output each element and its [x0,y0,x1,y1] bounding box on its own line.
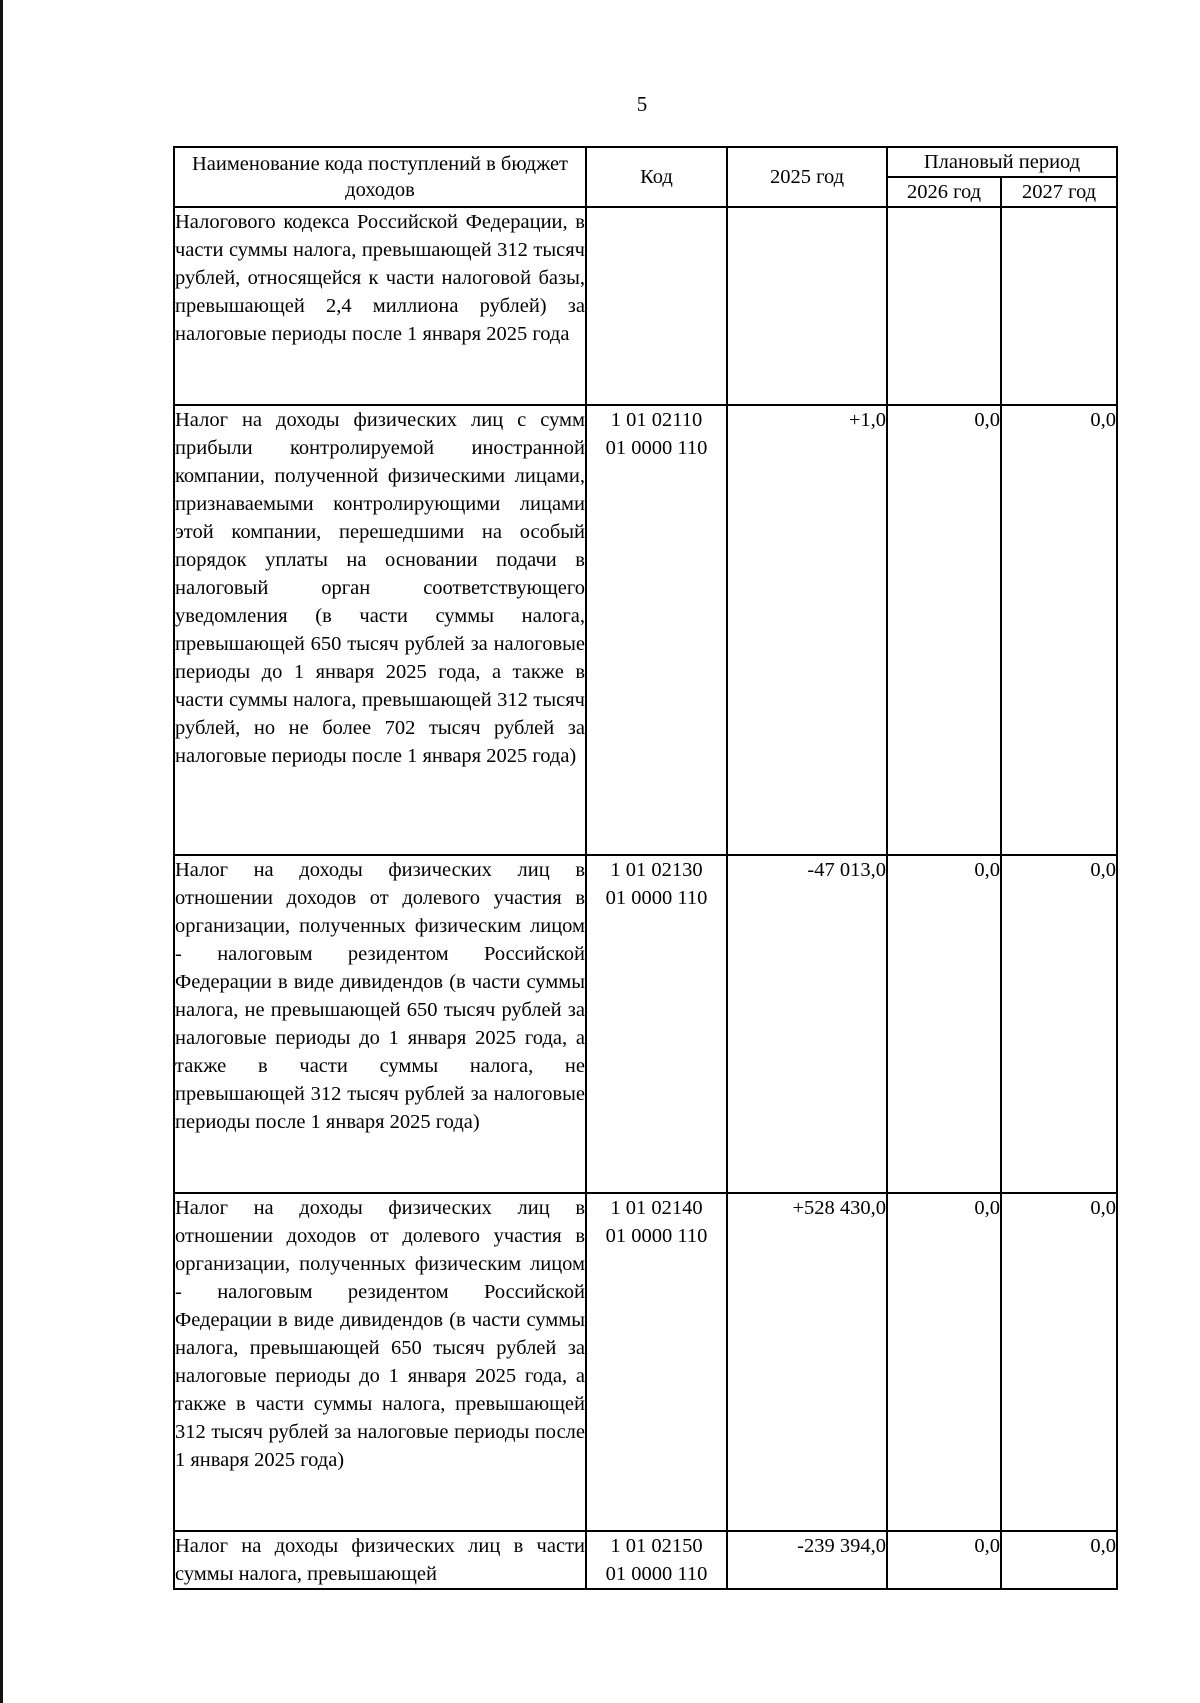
header-2025: 2025 год [727,147,887,207]
row-code-part2: 01 0000 110 [605,437,708,459]
table-row [174,405,1117,855]
row-code-part1: 1 01 02140 [610,1197,703,1219]
header-code: Код [586,147,727,207]
table-row [174,1193,1117,1531]
header-planned-period: Плановый период [887,147,1117,177]
row-value-2027: 0,0 [1001,855,1117,1193]
table-row [174,1531,1117,1589]
row-code [586,855,727,1193]
row-value-2026 [887,207,1001,405]
row-code-part2: 01 0000 110 [605,887,708,909]
row-code-part1: 1 01 02130 [610,859,703,881]
row-name: Налог на доходы физических лиц в отношении доходов от долевого участия в организации, полученных физическим лицом - налоговым резидентом Российской Федерации в виде дивидендов (в части суммы налога, не превышающей 650 тысяч рублей за налоговые периоды до 1 января 2025 года, а также в части суммы налога, не превышающей 312 тысяч рублей за налоговые периоды после 1 января 2025 года) [174,855,586,1193]
row-code [586,207,727,405]
row-code-part2: 01 0000 110 [605,1563,708,1585]
row-name: Налог на доходы физических лиц с сумм прибыли контролируемой иностранной компании, полученной физическими лицами, признаваемыми контролирующими лицами этой компании, перешедшими на особый порядок уплаты на основании подачи в налоговый орган соответствующего уведомления (в части суммы налога, превышающей 650 тысяч рублей за налоговые периоды до 1 января 2025 года, а также в части суммы налога, превышающей 312 тысяч рублей, но не более 702 тысяч рублей за налоговые периоды после 1 января 2025 года) [174,405,586,855]
row-value-2027 [1001,207,1117,405]
row-value-2026: 0,0 [887,855,1001,1193]
table-row [174,855,1117,1193]
row-code-part2: 01 0000 110 [605,1225,708,1247]
row-code-part1: 1 01 02150 [610,1535,703,1557]
row-code [586,1193,727,1531]
row-name: Налог на доходы физических лиц в части суммы налога, превышающей [174,1531,586,1589]
row-value-2025 [727,207,887,405]
row-name: Налогового кодекса Российской Федерации, в части суммы налога, превышающей 312 тысяч рублей, относящейся к части налоговой базы, превышающей 2,4 миллиона рублей) за налоговые периоды после 1 января 2025 года [174,207,586,405]
page-number: 5 [636,92,648,116]
row-value-2027: 0,0 [1001,1193,1117,1531]
row-code-part1: 1 01 02110 [610,409,703,431]
row-value-2026: 0,0 [887,1531,1001,1589]
header-2027: 2027 год [1001,177,1117,207]
row-value-2027: 0,0 [1001,405,1117,855]
row-code [586,405,727,855]
header-name: Наименование кода поступлений в бюджет доходов [174,147,586,207]
row-value-2025: +528 430,0 [727,1193,887,1531]
table-row [174,207,1117,405]
row-value-2026: 0,0 [887,1193,1001,1531]
row-name: Налог на доходы физических лиц в отношении доходов от долевого участия в организации, полученных физическим лицом - налоговым резидентом Российской Федерации в виде дивидендов (в части суммы налога, превышающей 650 тысяч рублей за налоговые периоды до 1 января 2025 года, а также в части суммы налога, превышающей 312 тысяч рублей за налоговые периоды после 1 января 2025 года) [174,1193,586,1531]
revenue-table [173,146,1118,1590]
row-value-2025: -47 013,0 [727,855,887,1193]
row-code [586,1531,727,1589]
scan-edge [0,0,3,1703]
row-value-2027: 0,0 [1001,1531,1117,1589]
header-2026: 2026 год [887,177,1001,207]
row-value-2025: +1,0 [727,405,887,855]
row-value-2026: 0,0 [887,405,1001,855]
row-value-2025: -239 394,0 [727,1531,887,1589]
